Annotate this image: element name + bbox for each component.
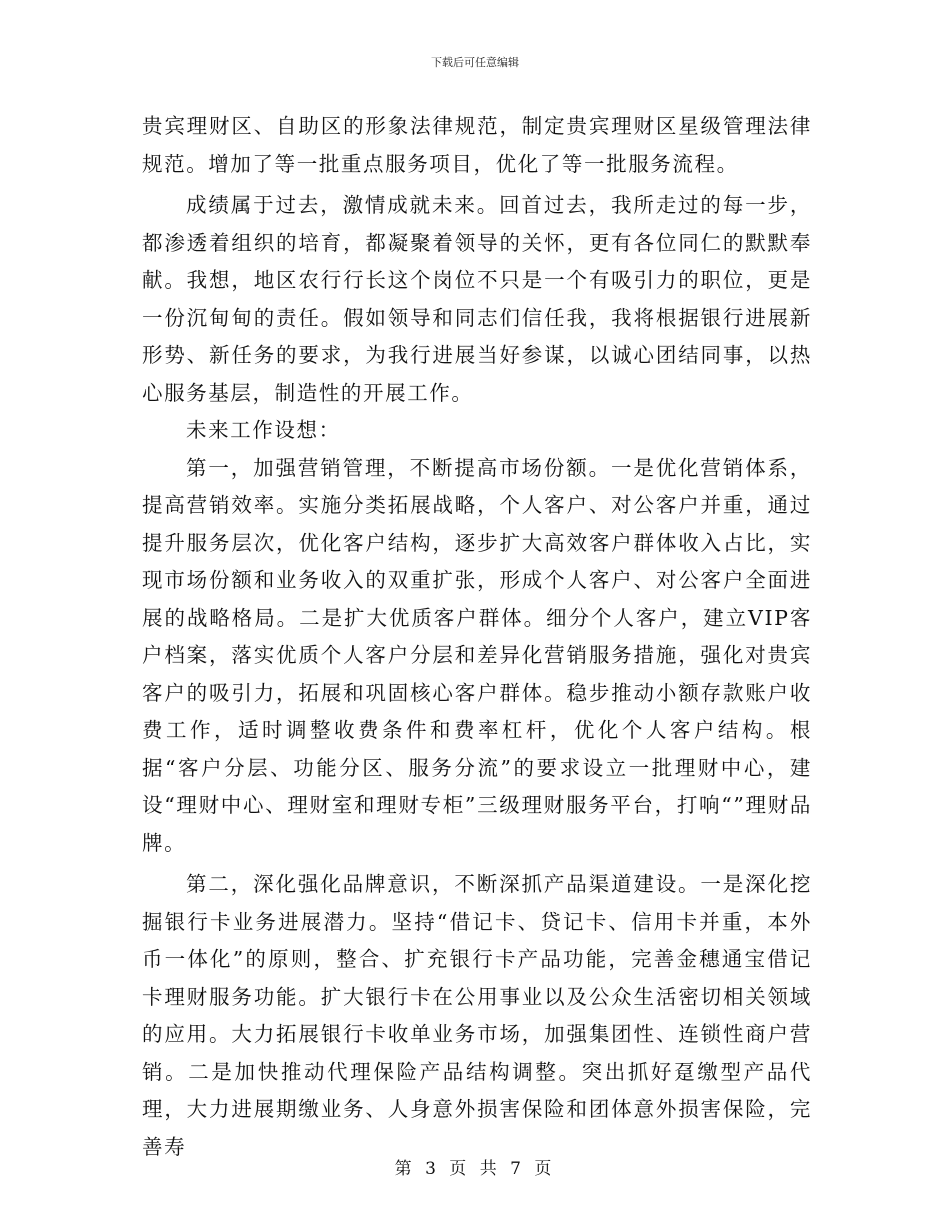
paragraph-3-heading: 未来工作设想：	[186, 418, 341, 442]
page-header: 下载后可任意编辑	[431, 56, 519, 69]
paragraph-4: 第一，加强营销管理，不断提高市场份额。一是优化营销体系，提高营销效率。实施分类拓展战略，个人客户、对公客户并重，通过提升服务层次，优化客户结构，逐步扩大高效客户群体收入占比，实现市场份额和业务收入的双重扩张，形成个人客户、对公客户全面进展的战略格局。二是扩大优质客户群体。细分个人客户，建立VIP客户档案，落实优质个人客户分层和差异化营销服务措施，强化对贵宾客户的吸引力，拓展和巩固核心客户群体。稳步推动小额存款账户收费工作，适时调整收费条件和费率杠杆，优化个人客户结构。根据“客户分层、功能分区、服务分流”的要求设立一批理财中心，建设“理财中心、理财室和理财专柜”三级理财服务平台，打响“”理财品牌。	[142, 455, 812, 855]
paragraph-5: 第二，深化强化品牌意识，不断深抓产品渠道建设。一是深化挖掘银行卡业务进展潜力。坚持“借记卡、贷记卡、信用卡并重，本外币一体化”的原则，整合、扩充银行卡产品功能，完善金穗通宝借记卡理财服务功能。扩大银行卡在公用事业以及公众生活密切相关领域的应用。大力拓展银行卡收单业务市场，加强集团性、连锁性商户营销。二是加快推动代理保险产品结构调整。突出抓好趸缴型产品代理，大力进展期缴业务、人身意外损害保险和团体意外损害保险，完善寿	[142, 872, 812, 1159]
document-body	[142, 108, 812, 1166]
paragraph-1: 贵宾理财区、自助区的形象法律规范，制定贵宾理财区星级管理法律规范。增加了等一批重点服务项目，优化了等一批服务流程。	[142, 114, 812, 176]
paragraph-2: 成绩属于过去，激情成就未来。回首过去，我所走过的每一步，都渗透着组织的培育，都凝聚着领导的关怀，更有各位同仁的默默奉献。我想，地区农行行长这个岗位不只是一个有吸引力的职位，更是一份沉甸甸的责任。假如领导和同志们信任我，我将根据银行进展新形势、新任务的要求，为我行进展当好参谋，以诚心团结同事，以热心服务基层，制造性的开展工作。	[142, 193, 812, 405]
page-footer: 第 3 页 共 7 页	[394, 1159, 556, 1179]
